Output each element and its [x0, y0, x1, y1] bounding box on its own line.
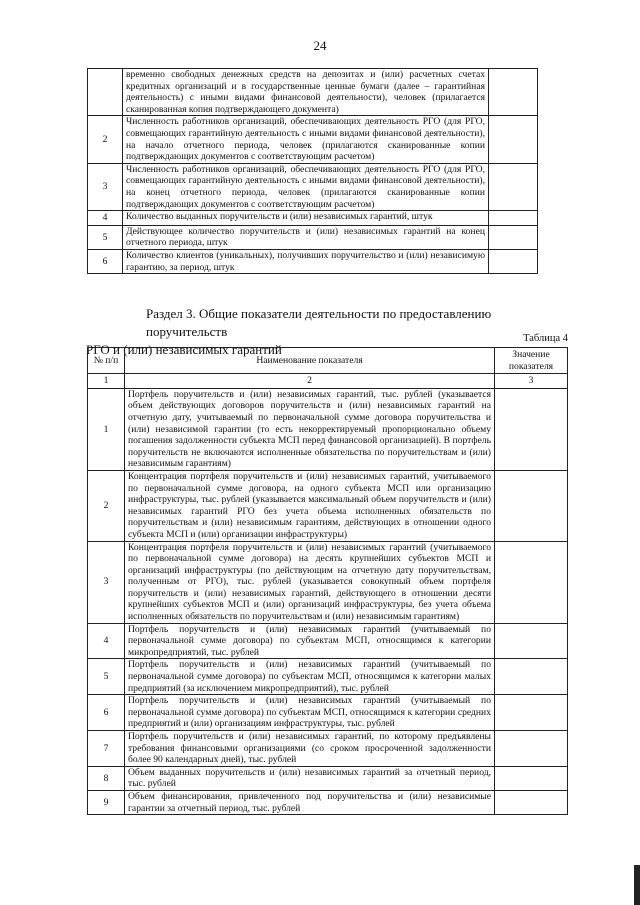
table-row [88, 766, 568, 790]
column-number-1: 1 [88, 374, 125, 389]
row-number: 1 [88, 388, 125, 470]
row-indicator-name: Объем выданных поручительств и (или) независимых гарантий за отчетный период, тыс. рублей [125, 766, 495, 790]
column-number-3: 3 [495, 374, 568, 389]
table-row [88, 731, 568, 767]
table-row [88, 211, 538, 226]
row-value-cell [495, 541, 568, 623]
row-number: 6 [88, 695, 125, 731]
row-number: 9 [88, 790, 125, 814]
main-table [87, 347, 568, 815]
row-value-cell [489, 249, 538, 273]
row-number: 6 [88, 249, 123, 273]
main-table-header [88, 348, 568, 389]
row-value-cell [489, 116, 538, 163]
table-row [88, 163, 538, 210]
row-value-cell [495, 790, 568, 814]
row-indicator-name: временно свободных денежных средств на депозитах и (или) расчетных счетах кредитных организаций и в государственные ценные бумаги (далее – гарантийная деятельность) с иными видами финансовой деятельности), человек (прилагается сканированная копия подтверждающего документа) [123, 69, 489, 116]
table-row [88, 623, 568, 659]
row-value-cell [489, 69, 538, 116]
table-row [88, 695, 568, 731]
row-indicator-name: Портфель поручительств и (или) независимых гарантий (учитываемый по первоначальной сумме договора) по субъектам МСП, относящимся к категории средних предприятий и (или) организациям инфраструктуры, тыс. рублей [125, 695, 495, 731]
table-label: Таблица 4 [523, 333, 568, 344]
section-heading-line-2: РГО и (или) независимых гарантий [86, 342, 282, 357]
table-row [88, 659, 568, 695]
row-value-cell [495, 766, 568, 790]
row-value-cell [495, 695, 568, 731]
column-number-2: 2 [125, 374, 495, 389]
row-indicator-name: Портфель поручительств и (или) независимых гарантий (учитываемый по первоначальной сумме договора) по субъектам МСП, относящимся к категории малых предприятий (за исключением микропредприятий), тыс. рублей [125, 659, 495, 695]
column-number-row [88, 374, 568, 389]
row-value-cell [489, 163, 538, 210]
row-value-cell [495, 731, 568, 767]
header-num: № п/п [88, 348, 125, 374]
row-indicator-name: Количество клиентов (уникальных), получивших поручительство и (или) независимую гарантию, за период, штук [123, 249, 489, 273]
row-indicator-name: Портфель поручительств и (или) независимых гарантий (учитываемый по первоначальной сумме договора) по субъектам МСП, относящимся к категории микропредприятий, тыс. рублей [125, 623, 495, 659]
main-table-body [88, 388, 568, 814]
row-number: 4 [88, 211, 123, 226]
table-row [88, 249, 538, 273]
row-value-cell [489, 225, 538, 249]
scan-edge [634, 865, 640, 905]
row-value-cell [495, 470, 568, 541]
row-number: 7 [88, 731, 125, 767]
row-number: 8 [88, 766, 125, 790]
table-row [88, 69, 538, 116]
row-number: 3 [88, 541, 125, 623]
row-indicator-name: Концентрация портфеля поручительств и (или) независимых гарантий, учитываемого по первоначальной сумме договора, на одного субъекта МСП или организацию инфраструктуры, тыс. рублей (указывается максимальный объем поручительств и (или) независимых гарантий РГО без учета объема исполненных обязательств по поручительствам и (или) независимым гарантиям, действующих в отношении одного субъекта МСП и (или) организации инфраструктуры) [125, 470, 495, 541]
row-indicator-name: Портфель поручительств и (или) независимых гарантий, по которому предъявлены требования финансовыми организациями (со сроком просроченной задолженности более 90 календарных дней), тыс. рублей [125, 731, 495, 767]
row-indicator-name: Численность работников организаций, обеспечивающих деятельность РГО (для РГО, совмещающих гарантийную деятельность с иными видами финансовой деятельности), на начало отчетного периода, человек (прилагаются сканированные копии подтверждающих документов с соответствующим расчетом) [123, 116, 489, 163]
row-value-cell [495, 659, 568, 695]
row-indicator-name: Количество выданных поручительств и (или) независимых гарантий, штук [123, 211, 489, 226]
table-row [88, 388, 568, 470]
row-number: 5 [88, 225, 123, 249]
row-value-cell [495, 388, 568, 470]
header-row [88, 348, 568, 374]
header-value: Значение показателя [495, 348, 568, 374]
top-table-body [88, 69, 538, 274]
table-row [88, 790, 568, 814]
row-number: 5 [88, 659, 125, 695]
row-indicator-name: Численность работников организаций, обеспечивающих деятельность РГО (для РГО, совмещающих гарантийную деятельность с иными видами финансовой деятельности), на конец отчетного периода, человек (прилагаются сканированные копии подтверждающих документов с соответствующим расчетом) [123, 163, 489, 210]
section-heading-line-1: Раздел 3. Общие показатели деятельности по предоставлению поручительств [146, 306, 492, 339]
row-number [88, 69, 123, 116]
row-number: 3 [88, 163, 123, 210]
row-number: 2 [88, 116, 123, 163]
table-row [88, 116, 538, 163]
row-number: 2 [88, 470, 125, 541]
table-row [88, 470, 568, 541]
row-value-cell [495, 623, 568, 659]
header-name: Наименование показателя [125, 348, 495, 374]
row-indicator-name: Действующее количество поручительств и (или) независимых гарантий на конец отчетного периода, штук [123, 225, 489, 249]
table-row [88, 541, 568, 623]
row-indicator-name: Портфель поручительств и (или) независимых гарантий, тыс. рублей (указывается объем действующих договоров поручительств и (или) независимых гарантий на отчетную дату, учитываемый по первоначальной сумме договора поручительства и (или) независимой гарантии (то есть некорректируемый пропорционально объему погашения задолженности субъекта МСП перед финансовой организацией). В портфель поручительств не включаются исполненные обязательства по поручительствам и (или) независимым гарантиям) [125, 388, 495, 470]
page-number: 24 [313, 38, 327, 53]
row-indicator-name: Концентрация портфеля поручительств и (или) независимых гарантий (учитываемого по первоначальной сумме договора) на десять крупнейших субъектов МСП и организаций инфраструктуры (по действующим на отчетную дату поручительствам, полученным от РГО), тыс. рублей (указывается совокупный объем портфеля поручительств и (или) независимых гарантий, действующего в отношении десяти крупнейших субъектов МСП и (или) организаций инфраструктуры, без учета объема исполненных обязательств по поручительствам и (или) независимым гарантиям) [125, 541, 495, 623]
row-indicator-name: Объем финансирования, привлеченного под поручительства и (или) независимые гарантии за отчетный период, тыс. рублей [125, 790, 495, 814]
row-number: 4 [88, 623, 125, 659]
top-table [87, 68, 538, 274]
table-row [88, 225, 538, 249]
row-value-cell [489, 211, 538, 226]
